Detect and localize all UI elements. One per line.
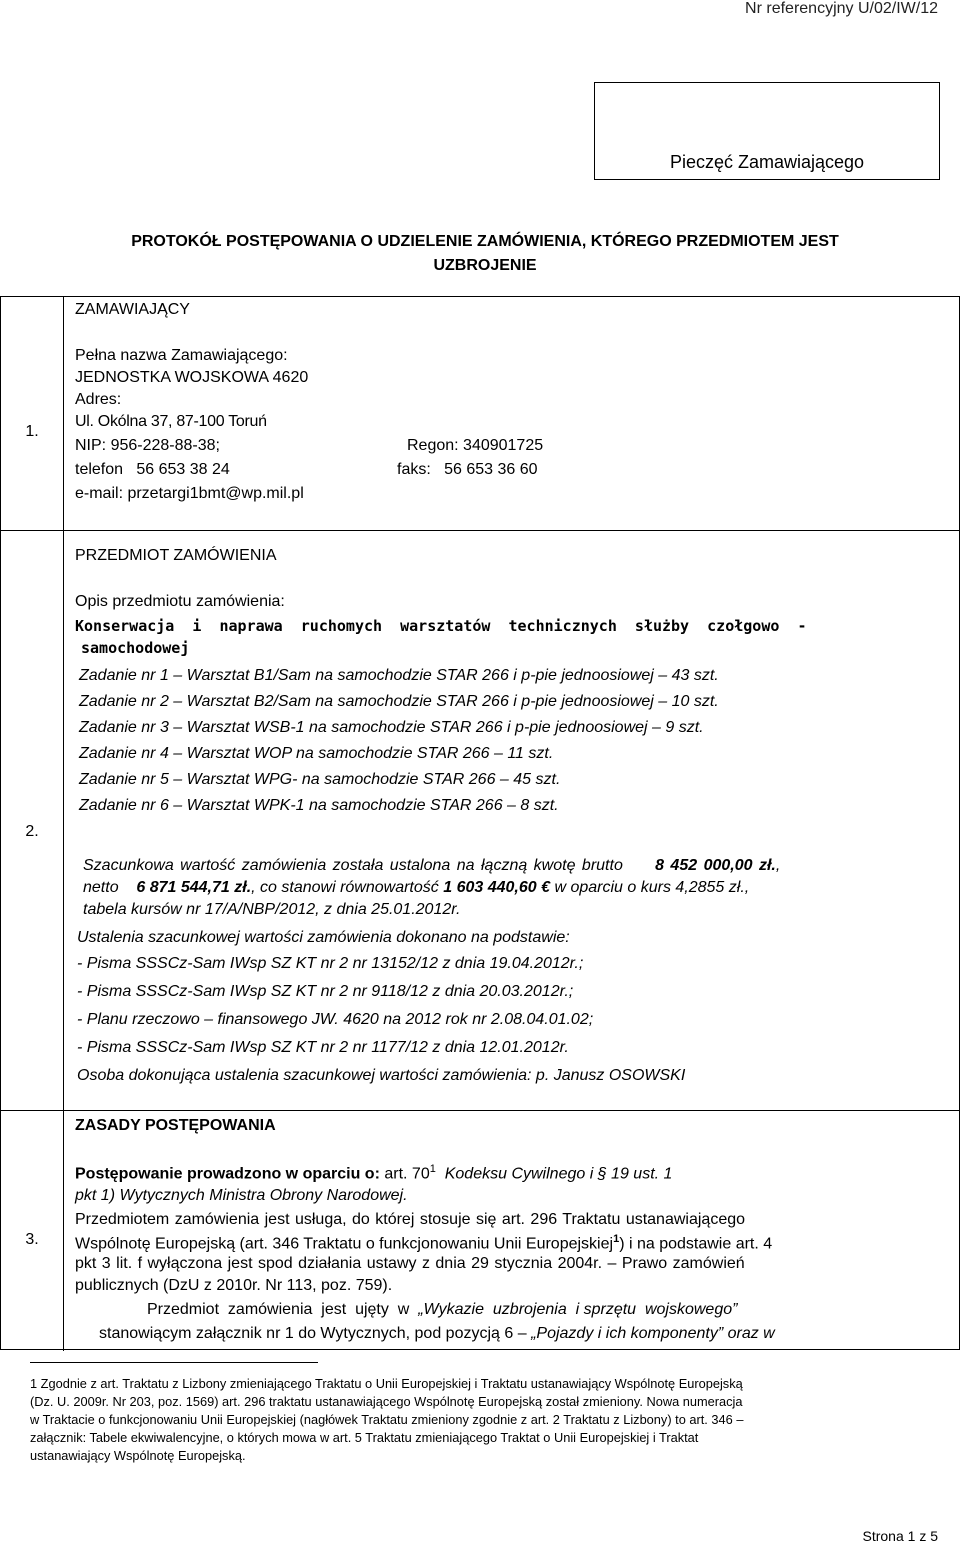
subject-line-1: Konserwacja i naprawa ruchomych warsztatów technicznych służby czołgowo - — [75, 617, 807, 635]
fax: faks: 56 653 36 60 — [397, 461, 538, 478]
nip: NIP: 956-228-88-38; — [75, 437, 220, 454]
task-item: Zadanie nr 3 – Warsztat WSB-1 na samochodzie STAR 266 i p-pie jednoosiowej – 9 szt. — [79, 719, 704, 736]
title-line-1: PROTOKÓŁ POSTĘPOWANIA O UDZIELENIE ZAMÓWIENIA, KTÓREGO PRZEDMIOTEM JEST — [131, 233, 839, 250]
column-divider — [63, 1111, 64, 1351]
footnote-line: (Dz. U. 2009r. Nr 203, poz. 1569) art. 296 traktatu ustanawiającego Wspólnotę Europejską został zmieniony. Nowa numeracja — [30, 1394, 743, 1409]
euro-value: 1 603 440,60 € — [443, 879, 550, 896]
section-2-heading: PRZEDMIOT ZAMÓWIENIA — [75, 547, 277, 564]
gross-value: 8 452 000,00 zł. — [655, 857, 776, 874]
description-label: Opis przedmiotu zamówienia: — [75, 593, 285, 610]
phone: telefon 56 653 38 24 — [75, 461, 230, 478]
reference-number: Nr referencyjny U/02/IW/12 — [745, 0, 938, 17]
task-item: Zadanie nr 5 – Warsztat WPG- na samochodzie STAR 266 – 45 szt. — [79, 771, 561, 788]
item-line-1: Przedmiot zamówienia jest ujęty w „Wykazie uzbrojenia i sprzętu wojskowego” — [147, 1301, 738, 1318]
basis-item: - Pisma SSSCz-Sam IWsp SZ KT nr 2 nr 1177/12 z dnia 12.01.2012r. — [77, 1039, 569, 1056]
contractor-name: JEDNOSTKA WOJSKOWA 4620 — [75, 369, 309, 386]
stamp-label: Pieczęć Zamawiającego — [669, 152, 865, 172]
task-item: Zadanie nr 6 – Warsztat WPK-1 na samochodzie STAR 266 – 8 szt. — [79, 797, 559, 814]
basis-item: - Pisma SSSCz-Sam IWsp SZ KT nr 2 nr 9118/12 z dnia 20.03.2012r.; — [77, 983, 574, 1000]
column-divider — [63, 297, 64, 530]
title-line-2: UZBROJENIE — [433, 257, 537, 274]
exchange-table: tabela kursów nr 17/A/NBP/2012, z dnia 25.01.2012r. — [83, 901, 461, 918]
section-1-number: 1. — [25, 423, 39, 440]
basis-paragraph-line-1: Postępowanie prowadzono w oparciu o: art. $70^1$ Kodeksu Cywilnego i § 19 ust. 1 — [75, 1163, 673, 1183]
footnote-line: załącznik: Tabele ekwiwalencyjne, o których mowa w art. 5 Traktatu zmieniającego Traktat o Unii Europejskiej i Traktat — [30, 1430, 699, 1445]
subject-line-2: samochodowej — [81, 639, 190, 657]
stamp-box — [594, 82, 940, 180]
scope-line-2: Wspólnotę Europejską (art. 346 Traktatu o funkcjonowaniu Unii Europejskiej$^1$) i na podstawie art. 4 — [75, 1233, 773, 1253]
footnote-line: 1 Zgodnie z art. Traktatu z Lizbony zmieniającego Traktatu o Unii Europejskiej i Traktatu ustanawiający Wspólnotę Europejską — [30, 1376, 743, 1391]
address-label: Adres: — [75, 391, 122, 408]
name-label: Pełna nazwa Zamawiającego: — [75, 347, 288, 364]
section-3-row — [0, 1110, 960, 1350]
basis-label: Ustalenia szacunkowej wartości zamówienia dokonano na podstawie: — [77, 929, 570, 946]
section-3-heading: ZASADY POSTĘPOWANIA — [75, 1117, 276, 1134]
section-1-heading: ZAMAWIAJĄCY — [75, 301, 190, 318]
column-divider — [63, 531, 64, 1110]
scope-line-3: pkt 3 lit. f wyłączona jest spod działania ustawy z dnia 29 stycznia 2004r. – Prawo zamówień — [75, 1255, 745, 1272]
responsible-person: Osoba dokonująca ustalenia szacunkowej wartości zamówienia: p. Janusz OSOWSKI — [77, 1067, 686, 1084]
estimated-value-line-1: Szacunkowa wartość zamówienia została ustalona na łączną kwotę brutto 8 452 000,00 zł., — [83, 857, 781, 874]
task-item: Zadanie nr 2 – Warsztat B2/Sam na samochodzie STAR 266 i p-pie jednoosiowej – 10 szt. — [79, 693, 719, 710]
scope-line-1: Przedmiotem zamówienia jest usługa, do której stosuje się art. 296 Traktatu ustanawiającego — [75, 1211, 746, 1228]
basis-item: - Pisma SSSCz-Sam IWsp SZ KT nr 2 nr 13152/12 z dnia 19.04.2012r.; — [77, 955, 584, 972]
netto-value: 6 871 544,71 zł. — [136, 879, 252, 896]
task-item: Zadanie nr 1 – Warsztat B1/Sam na samochodzie STAR 266 i p-pie jednoosiowej – 43 szt. — [79, 667, 719, 684]
basis-item: - Planu rzeczowo – finansowego JW. 4620 na 2012 rok nr 2.08.04.01.02; — [77, 1011, 594, 1028]
section-1-row — [0, 296, 960, 531]
task-item: Zadanie nr 4 – Warsztat WOP na samochodzie STAR 266 – 11 szt. — [79, 745, 554, 762]
document-title — [40, 230, 930, 278]
section-2-number: 2. — [25, 823, 39, 840]
regon: Regon: 340901725 — [407, 437, 544, 454]
footnote-separator — [30, 1362, 318, 1363]
basis-paragraph-line-2: pkt 1) Wytycznych Ministra Obrony Narodowej. — [75, 1187, 408, 1204]
email: e-mail: przetargi1bmt@wp.mil.pl — [75, 485, 304, 502]
item-line-2: stanowiącym załącznik nr 1 do Wytycznych, pod pozycją 6 – „Pojazdy i ich komponenty” oraz w — [99, 1325, 775, 1342]
footnote-line: ustanawiający Wspólnotę Europejską. — [30, 1448, 246, 1463]
section-2-row — [0, 530, 960, 1111]
estimated-value-line-2: netto 6 871 544,71 zł., co stanowi równowartość 1 603 440,60 € w oparciu o kurs 4,2855 zł., — [83, 879, 750, 896]
scope-line-4: publicznych (DzU z 2010r. Nr 113, poz. 759). — [75, 1277, 393, 1294]
page-number: Strona 1 z 5 — [862, 1528, 938, 1544]
address: Ul. Okólna 37, 87-100 Toruń — [75, 413, 267, 430]
footnote-line: w Traktacie o funkcjonowaniu Unii Europejskiej (nagłówek Traktatu zmieniony zgodnie z art. 2 Traktatu z Lizbony) to art. 346 – — [30, 1412, 744, 1427]
section-3-number: 3. — [25, 1231, 39, 1248]
